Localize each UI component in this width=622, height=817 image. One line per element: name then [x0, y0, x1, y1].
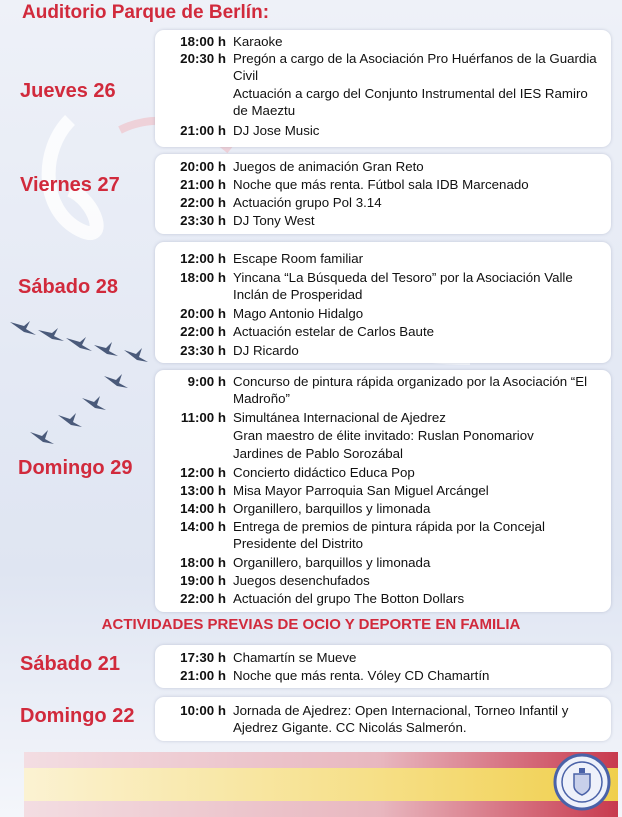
flag-stripe-red [24, 752, 618, 768]
event-time: 23:30 h [180, 343, 226, 358]
event-desc: Gran maestro de élite invitado: Ruslan Ponomariov [233, 428, 534, 443]
event-desc: Jardines de Pablo Sorozábal [233, 446, 404, 461]
event-time: 12:00 h [180, 251, 226, 266]
event-time: 11:00 h [180, 410, 226, 425]
event-time: 13:00 h [180, 483, 226, 498]
event-time: 21:00 h [180, 123, 226, 138]
event-desc: Juegos desenchufados [233, 573, 370, 588]
schedule-box [155, 30, 611, 147]
section-title-previas: ACTIVIDADES PREVIAS DE OCIO Y DEPORTE EN FAMILIA [101, 616, 521, 633]
event-desc: Concierto didáctico Educa Pop [233, 465, 415, 480]
event-desc: Actuación grupo Pol 3.14 [233, 195, 382, 210]
event-time: 9:00 h [187, 374, 226, 389]
event-time: 21:00 h [180, 668, 226, 683]
event-desc: Organillero, barquillos y limonada [233, 501, 431, 516]
event-time: 20:30 h [180, 51, 226, 66]
page-title: Auditorio Parque de Berlín: [22, 2, 270, 23]
event-desc: Noche que más renta. Vóley CD Chamartín [233, 668, 490, 683]
event-time: 22:00 h [180, 591, 226, 606]
flag-stripe-red [24, 801, 618, 817]
event-time: 10:00 h [180, 703, 226, 718]
day-label: Domingo 22 [20, 705, 135, 727]
event-desc: DJ Jose Music [233, 123, 320, 138]
event-desc: Pregón a cargo de la Asociación Pro Huérfanos de la Guardia Civil [233, 51, 597, 84]
spain-flag-band [24, 752, 618, 817]
event-time: 18:00 h [180, 34, 226, 49]
event-desc: Yincana “La Búsqueda del Tesoro” por la Asociación Valle Inclán de Prosperidad [233, 270, 573, 303]
event-desc: Noche que más renta. Fútbol sala IDB Marcenado [233, 177, 529, 192]
event-time: 22:00 h [180, 195, 226, 210]
event-desc: Escape Room familiar [233, 251, 364, 266]
flag-stripe-yellow [24, 768, 618, 801]
day-label: Jueves 26 [20, 80, 116, 102]
day-label: Sábado 21 [20, 653, 121, 675]
event-time: 23:30 h [180, 213, 226, 228]
event-time: 18:00 h [180, 555, 226, 570]
day-label: Domingo 29 [18, 457, 133, 479]
event-desc: Juegos de animación Gran Reto [233, 159, 424, 174]
event-desc: Simultánea Internacional de Ajedrez [233, 410, 446, 425]
event-desc: Jornada de Ajedrez: Open Internacional, Torneo Infantil y Ajedrez Gigante. CC Nicolás Salmerón. [233, 703, 569, 736]
event-time: 14:00 h [180, 501, 226, 516]
event-desc: Actuación del grupo The Botton Dollars [233, 591, 465, 606]
event-time: 19:00 h [180, 573, 226, 588]
event-desc: DJ Ricardo [233, 343, 299, 358]
event-time: 17:30 h [180, 650, 226, 665]
event-desc: Organillero, barquillos y limonada [233, 555, 431, 570]
event-time: 20:00 h [180, 306, 226, 321]
schedule-box [155, 154, 611, 234]
event-desc: Entrega de premios de pintura rápida por la Concejal Presidente del Distrito [233, 519, 545, 552]
event-desc: Actuación estelar de Carlos Baute [233, 324, 435, 339]
schedule-box [155, 242, 611, 363]
event-desc: Actuación a cargo del Conjunto Instrumental del IES Ramiro de Maeztu [233, 86, 588, 119]
event-desc: Mago Antonio Hidalgo [233, 306, 364, 321]
event-desc: DJ Tony West [233, 213, 315, 228]
event-desc: Misa Mayor Parroquia San Miguel Arcángel [233, 483, 489, 498]
event-time: 18:00 h [180, 270, 226, 285]
schedule-box [155, 645, 611, 688]
event-time: 20:00 h [180, 159, 226, 174]
day-label: Viernes 27 [20, 174, 120, 196]
schedule-box [155, 697, 611, 741]
event-time: 21:00 h [180, 177, 226, 192]
district-seal-icon [552, 752, 612, 812]
event-time: 12:00 h [180, 465, 226, 480]
event-desc: Karaoke [233, 34, 283, 49]
event-desc: Concurso de pintura rápida organizado por la Asociación “El Madroño” [233, 374, 588, 407]
day-label: Sábado 28 [18, 276, 119, 298]
event-time: 22:00 h [180, 324, 226, 339]
swallow-icon [10, 321, 148, 444]
event-time: 14:00 h [180, 519, 226, 534]
event-desc: Chamartín se Mueve [233, 650, 357, 665]
schedule-box [155, 370, 611, 612]
